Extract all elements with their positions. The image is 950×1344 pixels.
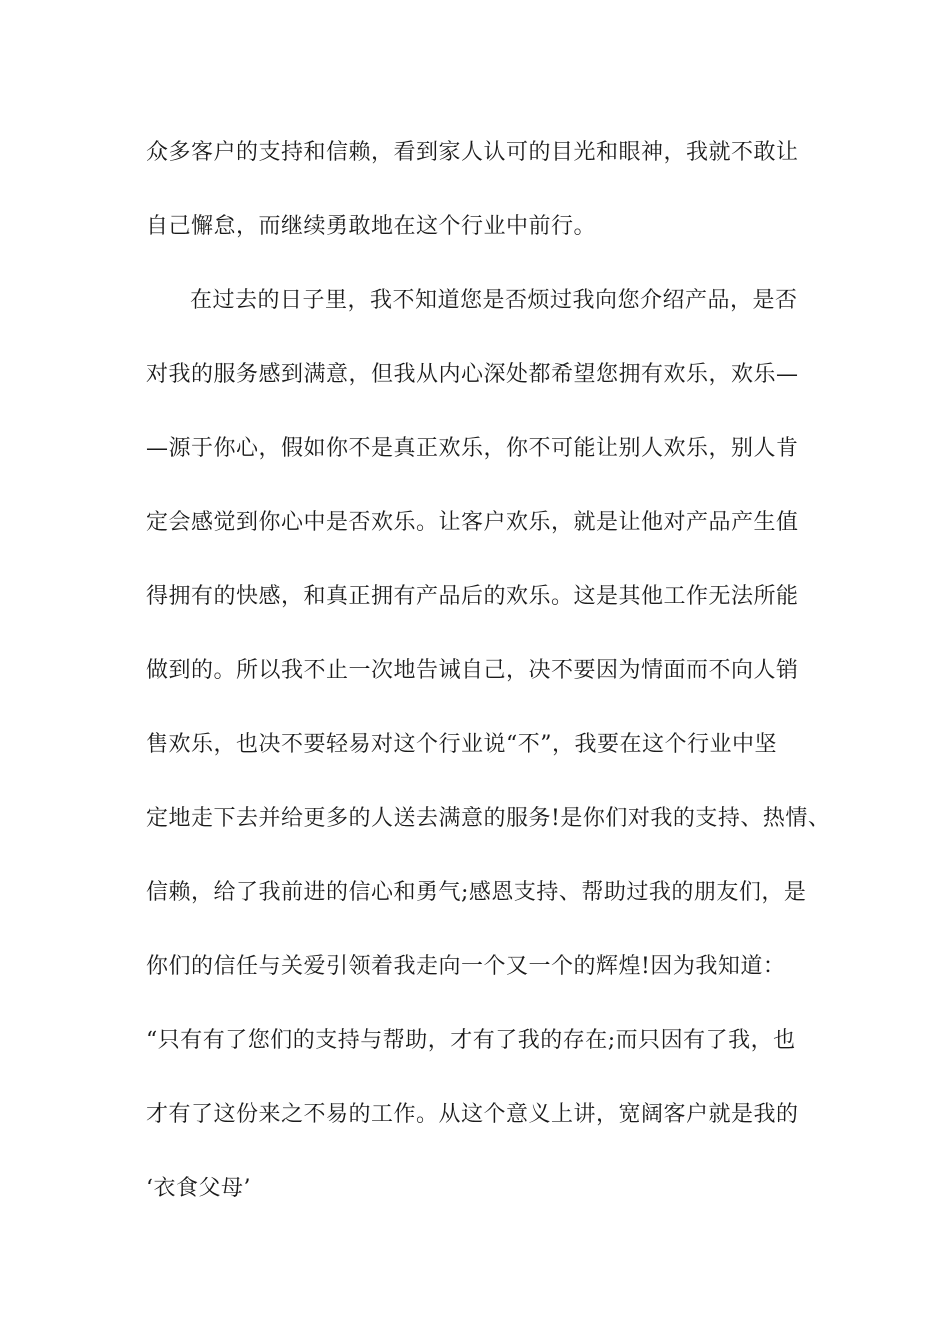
text-line-3: 在过去的日子里，我不知道您是否烦过我向您介绍产品，是否	[190, 288, 798, 313]
text-line-2: 自己懈怠，而继续勇敢地在这个行业中前行。	[146, 214, 597, 239]
text-line-13: “只有有了您们的支持与帮助，才有了我的存在;而只因有了我，也	[146, 1028, 796, 1053]
text-line-4: 对我的服务感到满意，但我从内心深处都希望您拥有欢乐，欢乐—	[146, 362, 799, 387]
text-line-10: 定地走下去并给更多的人送去满意的服务!是你们对我的支持、热情、	[146, 806, 831, 831]
text-line-15: ‘衣食父母’	[146, 1176, 251, 1201]
text-line-5: —源于你心，假如你不是真正欢乐，你不可能让别人欢乐，别人肯	[146, 436, 799, 461]
text-line-1: 众多客户的支持和信赖，看到家人认可的目光和眼神，我就不敢让	[146, 140, 799, 165]
text-line-12: 你们的信任与关爱引领着我走向一个又一个的辉煌!因为我知道：	[146, 954, 786, 979]
text-line-9: 售欢乐，也决不要轻易对这个行业说“不”，我要在这个行业中坚	[146, 732, 777, 757]
text-line-8: 做到的。所以我不止一次地告诫自己，决不要因为情面而不向人销	[146, 658, 799, 683]
text-line-7: 得拥有的快感，和真正拥有产品后的欢乐。这是其他工作无法所能	[146, 584, 799, 609]
text-line-11: 信赖，给了我前进的信心和勇气;感恩支持、帮助过我的朋友们，是	[146, 880, 807, 905]
text-line-6: 定会感觉到你心中是否欢乐。让客户欢乐，就是让他对产品产生值	[146, 510, 799, 535]
text-line-14: 才有了这份来之不易的工作。从这个意义上讲，宽阔客户就是我的	[146, 1102, 799, 1127]
